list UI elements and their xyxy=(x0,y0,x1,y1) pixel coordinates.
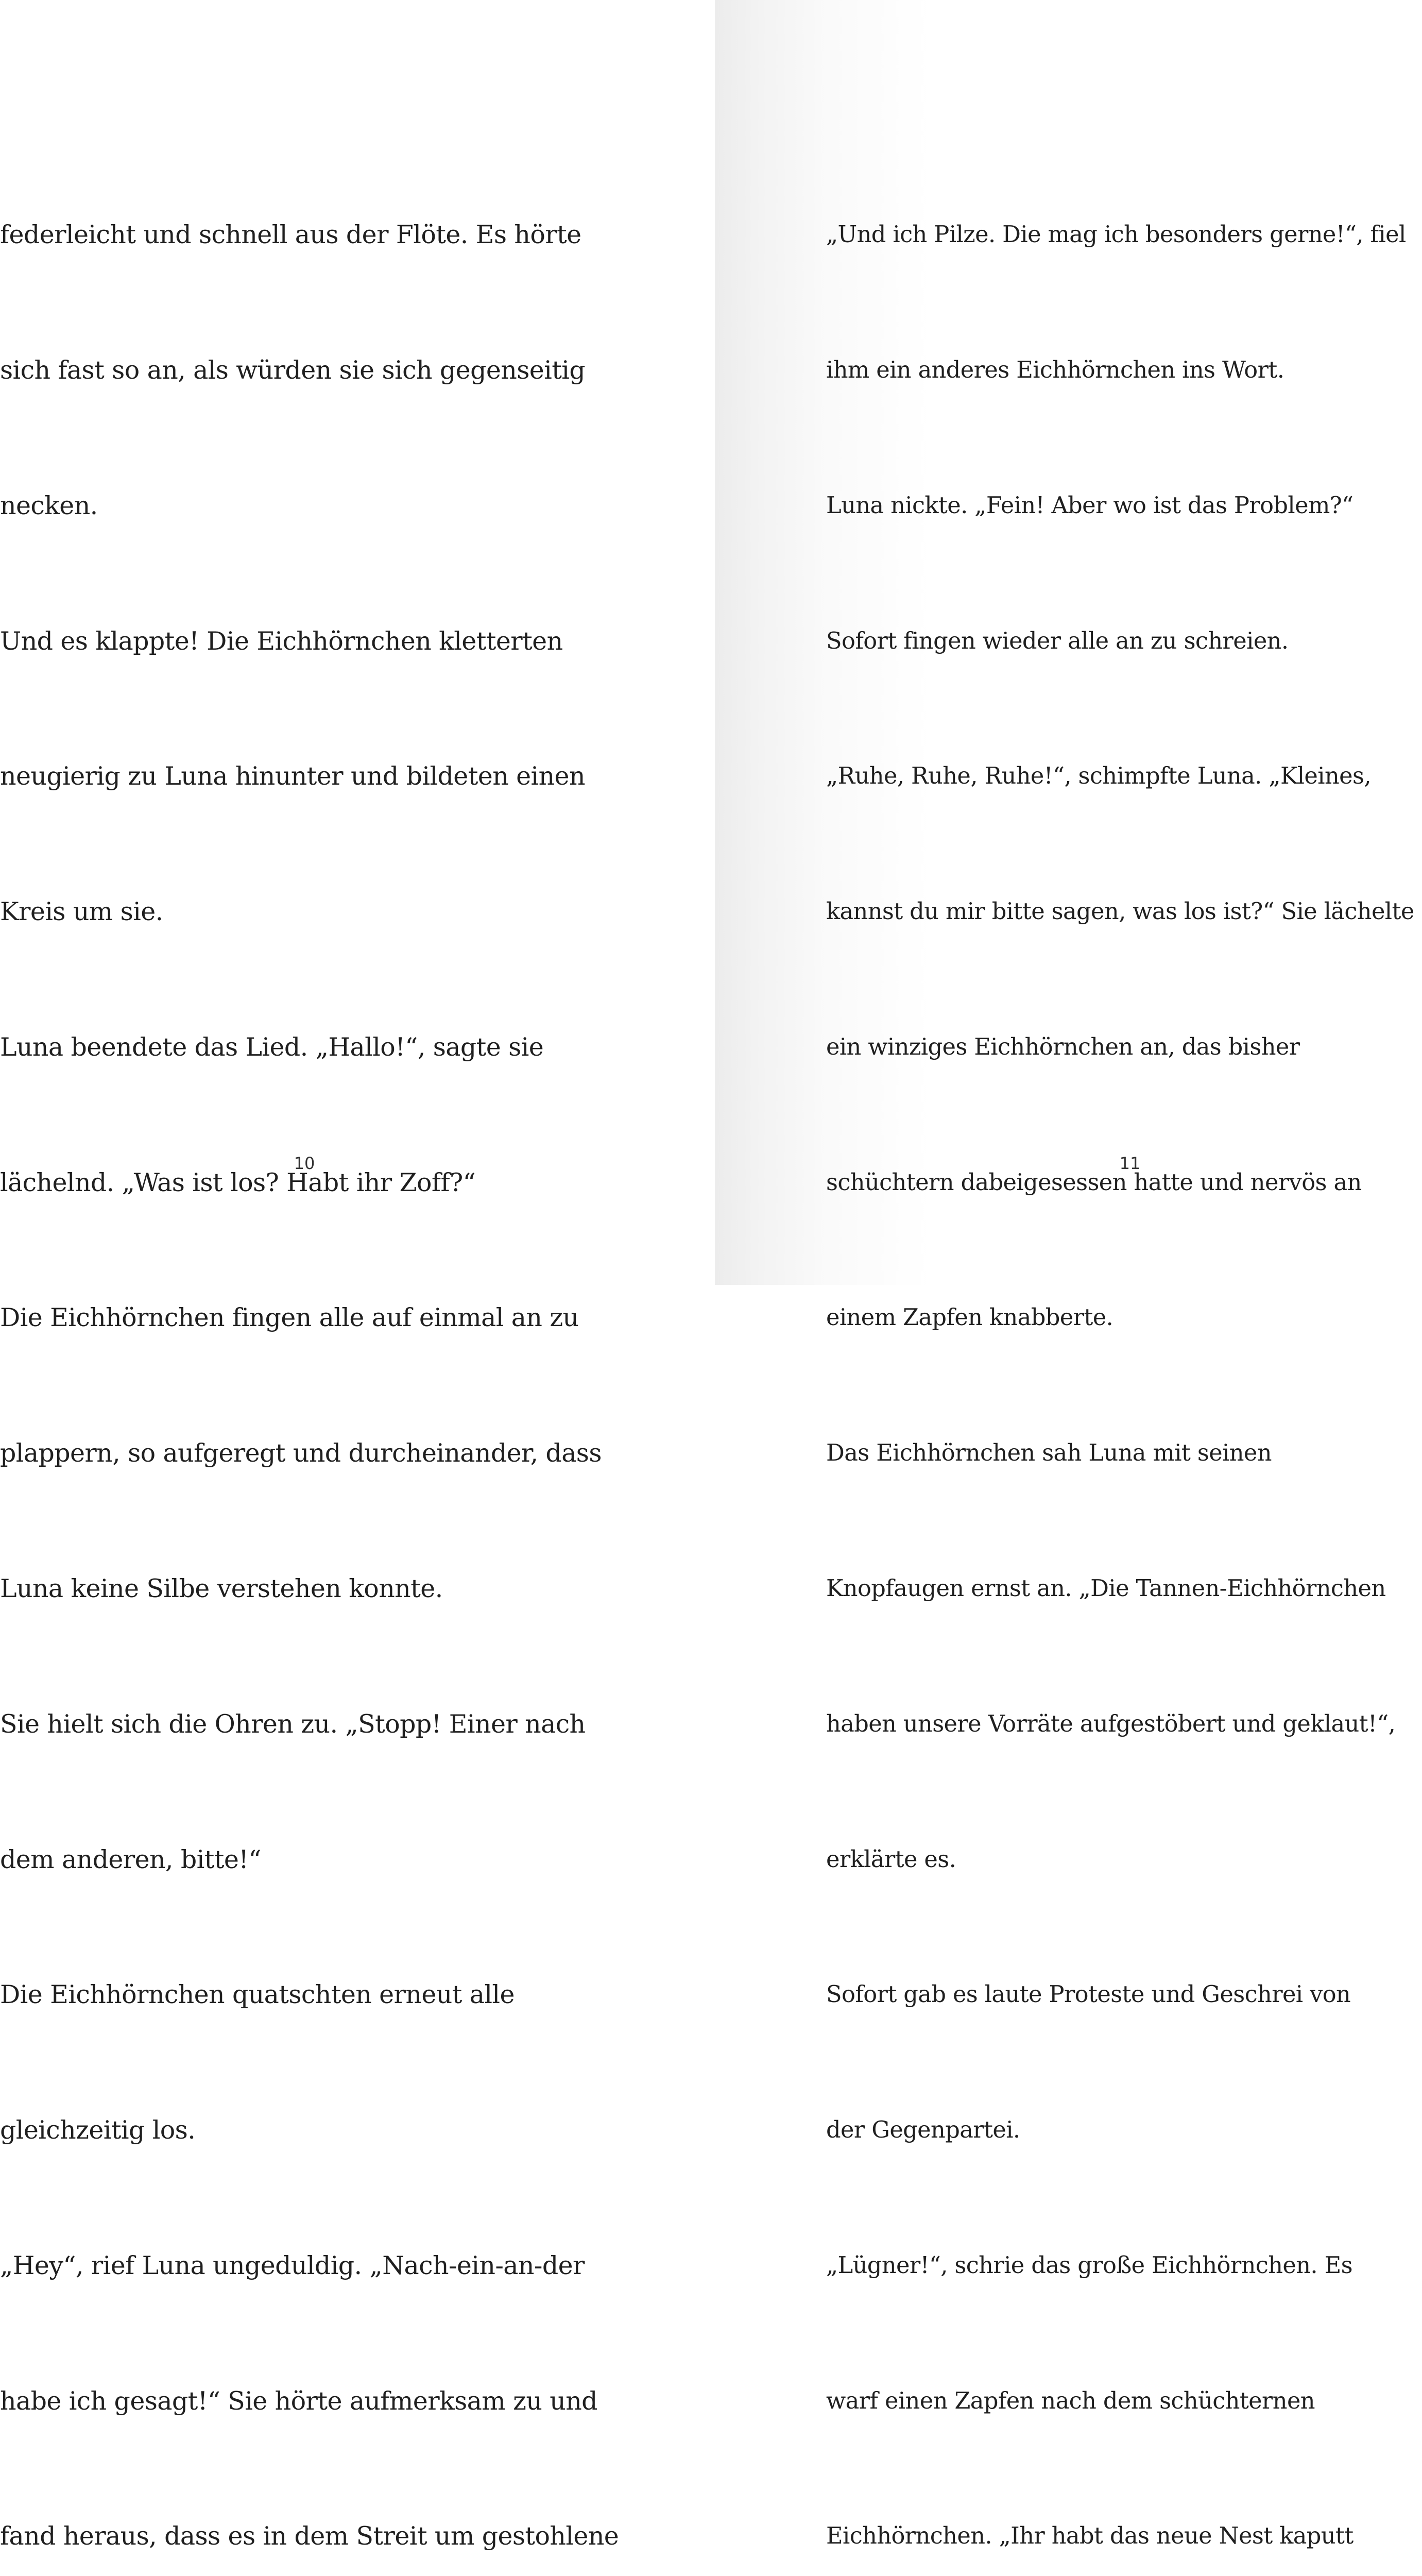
text-line: einem Zapfen knabberte. xyxy=(826,1304,1113,1331)
text-line: dem anderen, bitte!“ xyxy=(0,1844,261,1874)
text-line: necken. xyxy=(0,490,98,520)
text-line: habe ich gesagt!“ Sie hörte aufmerksam zu und xyxy=(0,2386,597,2416)
text-line: Eichhörnchen. „Ihr habt das neue Nest kaputt xyxy=(826,2522,1354,2550)
text-line: Sofort gab es laute Proteste und Geschrei von xyxy=(826,1981,1351,2008)
text-line: Kreis um sie. xyxy=(0,897,163,927)
left-page xyxy=(0,0,715,2551)
text-line: ihm ein anderes Eichhörnchen ins Wort. xyxy=(826,356,1284,383)
text-line: federleicht und schnell aus der Flöte. Es hörte xyxy=(0,220,581,250)
text-line: „Hey“, rief Luna ungeduldig. „Nach-ein-an-der xyxy=(0,2250,585,2280)
text-line: fand heraus, dass es in dem Streit um gestohlene xyxy=(0,2521,619,2551)
text-line: neugierig zu Luna hinunter und bildeten einen xyxy=(0,761,585,791)
text-line: Das Eichhörnchen sah Luna mit seinen xyxy=(826,1439,1272,1467)
text-line: gleichzeitig los. xyxy=(0,2115,196,2145)
text-line: sich fast so an, als würden sie sich gegenseitig xyxy=(0,355,586,385)
text-line: Die Eichhörnchen quatschten erneut alle xyxy=(0,1980,515,2010)
text-line: Knopfaugen ernst an. „Die Tannen-Eichhörnchen xyxy=(826,1575,1386,1602)
text-line: Und es klappte! Die Eichhörnchen kletterten xyxy=(0,626,563,656)
text-line: Luna beendete das Lied. „Hallo!“, sagte sie xyxy=(0,1032,544,1062)
text-line: „Lügner!“, schrie das große Eichhörnchen. Es xyxy=(826,2251,1352,2279)
text-line: Sie hielt sich die Ohren zu. „Stopp! Einer nach xyxy=(0,1709,586,1739)
text-line: Luna nickte. „Fein! Aber wo ist das Problem?“ xyxy=(826,492,1354,519)
text-line: Luna keine Silbe verstehen konnte. xyxy=(0,1574,443,1603)
text-line: warf einen Zapfen nach dem schüchternen xyxy=(826,2387,1315,2414)
text-line: Die Eichhörnchen fingen alle auf einmal an zu xyxy=(0,1303,579,1333)
text-line: schüchtern dabeigesessen hatte und nervös an xyxy=(826,1168,1362,1196)
text-line: erklärte es. xyxy=(826,1845,956,1873)
right-page xyxy=(715,0,1422,2550)
left-page-text xyxy=(0,122,619,2576)
page-number-right: 11 xyxy=(1119,1154,1141,1173)
text-line: lächelnd. „Was ist los? Habt ihr Zoff?“ xyxy=(0,1167,476,1197)
text-line: „Und ich Pilze. Die mag ich besonders gerne!“, fiel xyxy=(826,221,1406,248)
text-line: plappern, so aufgeregt und durcheinander, dass xyxy=(0,1438,602,1468)
text-line: ein winziges Eichhörnchen an, das bisher xyxy=(826,1033,1300,1060)
text-line: haben unsere Vorräte aufgestöbert und geklaut!“, xyxy=(826,1710,1396,1737)
text-line: der Gegenpartei. xyxy=(826,2116,1020,2144)
text-line: Sofort fingen wieder alle an zu schreien. xyxy=(826,627,1289,654)
text-line: kannst du mir bitte sagen, was los ist?“ Sie lächelte xyxy=(826,898,1414,925)
text-line: „Ruhe, Ruhe, Ruhe!“, schimpfte Luna. „Kleines, xyxy=(826,762,1371,790)
right-page-text xyxy=(826,122,1414,2576)
page-number-left: 10 xyxy=(294,1154,315,1173)
